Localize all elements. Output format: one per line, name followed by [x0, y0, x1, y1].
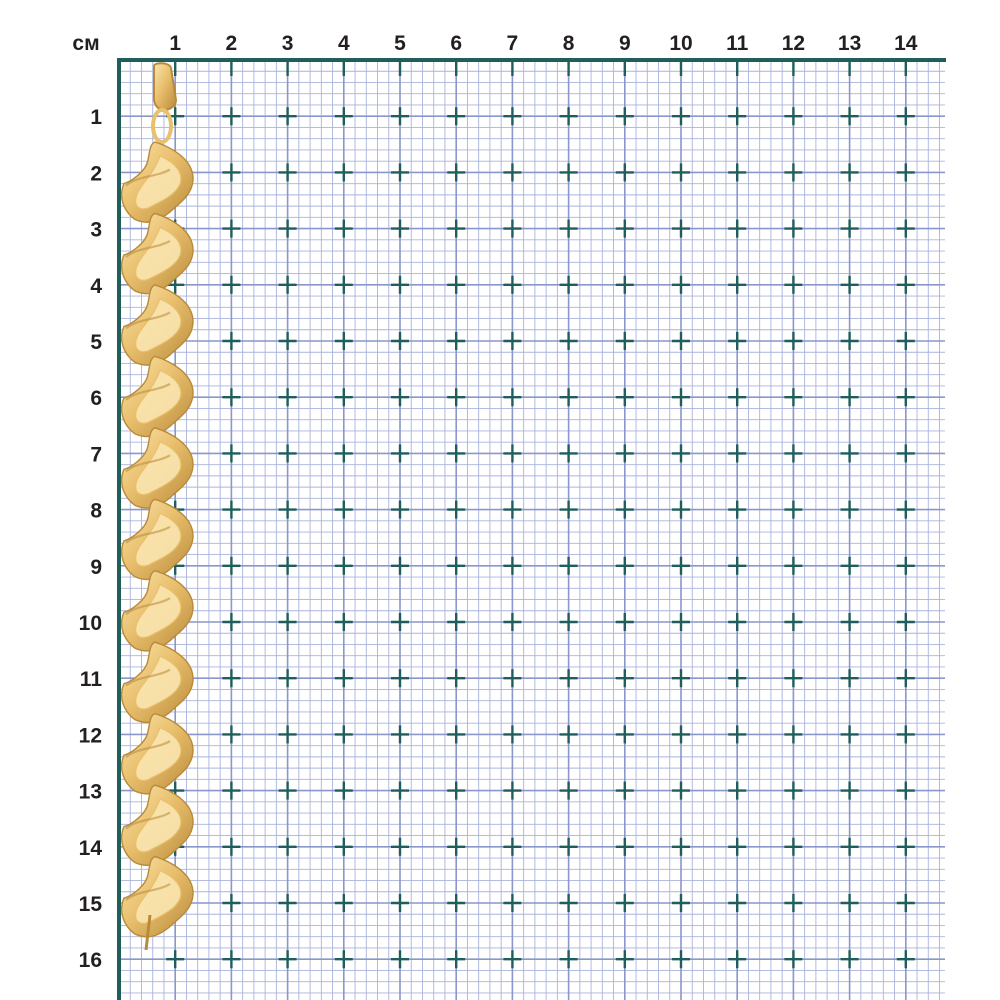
cross-marker	[616, 725, 634, 743]
cross-marker	[391, 388, 409, 406]
cross-marker	[784, 782, 802, 800]
y-axis-labels	[79, 106, 103, 972]
cross-marker	[728, 669, 746, 687]
cross-marker	[447, 669, 465, 687]
cross-marker	[335, 613, 353, 631]
cross-marker	[560, 782, 578, 800]
cross-marker	[503, 501, 521, 519]
cross-marker	[784, 276, 802, 294]
cross-marker	[222, 894, 240, 912]
cross-marker	[616, 107, 634, 125]
cross-marker	[279, 725, 297, 743]
cross-marker	[335, 782, 353, 800]
cross-marker	[897, 613, 915, 631]
cross-marker	[447, 220, 465, 238]
cross-marker	[503, 388, 521, 406]
cross-marker	[222, 725, 240, 743]
cross-marker	[222, 838, 240, 856]
bracelet-link	[122, 285, 193, 365]
cross-marker	[728, 501, 746, 519]
cross-marker	[728, 557, 746, 575]
cross-marker	[784, 725, 802, 743]
y-axis-label: 1	[90, 106, 102, 130]
cross-marker	[279, 557, 297, 575]
unit-label: см	[72, 32, 100, 55]
cross-marker	[616, 388, 634, 406]
cross-marker	[560, 276, 578, 294]
bracelet-link	[122, 571, 193, 651]
cross-marker	[391, 950, 409, 968]
cross-marker	[503, 163, 521, 181]
cross-marker	[391, 894, 409, 912]
cross-marker	[897, 725, 915, 743]
cross-marker	[897, 782, 915, 800]
cross-marker	[447, 444, 465, 462]
cross-marker	[560, 501, 578, 519]
cross-marker	[447, 557, 465, 575]
cross-marker	[279, 613, 297, 631]
cross-marker	[728, 613, 746, 631]
cross-marker	[728, 444, 746, 462]
cross-marker	[222, 107, 240, 125]
cross-marker	[616, 276, 634, 294]
x-axis-label: 8	[562, 32, 575, 55]
cross-marker	[784, 332, 802, 350]
cross-marker	[391, 501, 409, 519]
y-axis-label: 4	[90, 274, 102, 298]
cross-marker	[672, 894, 690, 912]
cross-marker	[447, 163, 465, 181]
cross-marker	[672, 613, 690, 631]
cross-marker	[616, 501, 634, 519]
cross-marker	[560, 613, 578, 631]
cross-marker	[616, 220, 634, 238]
cross-marker	[616, 894, 634, 912]
cross-marker	[503, 220, 521, 238]
cross-marker	[335, 725, 353, 743]
y-axis-label: 3	[90, 218, 102, 242]
cross-marker	[560, 838, 578, 856]
cross-marker	[897, 894, 915, 912]
cross-marker	[447, 276, 465, 294]
cross-marker	[897, 276, 915, 294]
cross-marker	[616, 613, 634, 631]
cross-marker	[728, 950, 746, 968]
cross-marker	[335, 501, 353, 519]
cross-marker	[841, 725, 859, 743]
cross-marker	[560, 669, 578, 687]
cross-marker	[335, 557, 353, 575]
cross-marker	[222, 332, 240, 350]
y-axis-label: 15	[78, 893, 102, 916]
cross-marker	[897, 557, 915, 575]
bracelet-link	[122, 642, 193, 722]
cross-marker	[672, 950, 690, 968]
y-axis-label: 14	[78, 836, 102, 860]
cross-marker	[784, 950, 802, 968]
cross-marker	[222, 613, 240, 631]
cross-marker	[728, 782, 746, 800]
cross-marker	[897, 107, 915, 125]
cross-marker	[672, 838, 690, 856]
cross-marker	[391, 107, 409, 125]
cross-marker	[391, 444, 409, 462]
cross-marker	[784, 107, 802, 125]
x-axis-label: 3	[281, 32, 294, 55]
cross-marker	[841, 557, 859, 575]
y-axis-label: 12	[78, 724, 102, 748]
cross-marker	[391, 163, 409, 181]
cross-marker	[841, 838, 859, 856]
cross-marker	[335, 669, 353, 687]
cross-marker	[279, 501, 297, 519]
cross-marker	[222, 388, 240, 406]
cross-marker	[222, 557, 240, 575]
cross-marker	[503, 444, 521, 462]
x-axis-label: 14	[894, 32, 918, 55]
cross-marker	[841, 107, 859, 125]
cross-marker	[279, 220, 297, 238]
bracelet-clasp	[153, 63, 176, 142]
cross-marker	[335, 220, 353, 238]
gold-link-bracelet-icon	[122, 63, 193, 950]
cross-marker	[841, 220, 859, 238]
cross-marker	[503, 557, 521, 575]
cross-marker	[222, 220, 240, 238]
cross-marker	[841, 388, 859, 406]
bracelet-link	[122, 428, 193, 508]
cross-marker	[784, 444, 802, 462]
cross-marker	[279, 388, 297, 406]
cross-marker	[841, 163, 859, 181]
cross-marker	[616, 163, 634, 181]
y-axis-label: 5	[90, 331, 102, 354]
cross-marker	[672, 782, 690, 800]
cross-marker	[841, 669, 859, 687]
cross-marker	[728, 332, 746, 350]
cross-marker	[279, 782, 297, 800]
cross-marker	[503, 276, 521, 294]
cross-marker	[728, 838, 746, 856]
cross-marker	[897, 332, 915, 350]
cross-marker	[784, 220, 802, 238]
cross-marker	[560, 444, 578, 462]
cross-marker	[279, 669, 297, 687]
cross-marker	[391, 220, 409, 238]
x-axis-label: 7	[506, 32, 519, 55]
bracelet-link	[122, 714, 193, 794]
y-axis-label: 2	[90, 162, 102, 186]
cross-marker	[222, 501, 240, 519]
cross-marker	[279, 894, 297, 912]
cross-marker	[616, 950, 634, 968]
x-axis-label: 5	[394, 32, 406, 55]
cross-marker	[784, 163, 802, 181]
cross-marker	[391, 725, 409, 743]
cross-marker	[503, 332, 521, 350]
cross-marker	[897, 950, 915, 968]
cross-marker	[728, 894, 746, 912]
cross-marker	[841, 782, 859, 800]
x-axis-label: 6	[450, 32, 463, 55]
cross-marker	[560, 388, 578, 406]
x-axis-label: 9	[618, 32, 631, 55]
cross-marker	[503, 838, 521, 856]
cross-marker	[897, 388, 915, 406]
cross-marker	[616, 838, 634, 856]
y-axis-label: 13	[78, 780, 102, 804]
cross-marker	[447, 613, 465, 631]
y-axis-label: 6	[90, 387, 102, 411]
y-axis-label: 11	[79, 668, 102, 692]
cross-marker	[447, 838, 465, 856]
cross-marker	[391, 838, 409, 856]
cross-marker	[841, 501, 859, 519]
cross-marker	[222, 276, 240, 294]
cross-marker	[503, 107, 521, 125]
cross-marker	[897, 838, 915, 856]
x-axis-label: 11	[726, 32, 749, 55]
cross-marker	[784, 557, 802, 575]
cross-marker	[222, 669, 240, 687]
cross-marker	[616, 782, 634, 800]
cross-marker	[672, 107, 690, 125]
cross-marker	[279, 107, 297, 125]
cross-marker	[335, 950, 353, 968]
cross-marker	[616, 669, 634, 687]
cross-marker	[672, 669, 690, 687]
cross-marker	[503, 950, 521, 968]
cross-marker	[616, 444, 634, 462]
cross-marker	[166, 950, 184, 968]
cross-marker	[335, 163, 353, 181]
bracelet-link	[122, 213, 193, 293]
cross-marker	[897, 669, 915, 687]
cross-marker	[335, 276, 353, 294]
cross-marker	[447, 725, 465, 743]
y-axis-label: 9	[90, 555, 102, 579]
y-axis-label: 7	[90, 443, 102, 467]
cross-marker	[784, 894, 802, 912]
cross-marker	[335, 332, 353, 350]
cross-marker	[279, 838, 297, 856]
cm-cross-markers	[166, 60, 915, 968]
cross-marker	[222, 444, 240, 462]
cross-marker	[897, 444, 915, 462]
cross-marker	[222, 163, 240, 181]
cross-marker	[447, 501, 465, 519]
bracelet-link	[122, 857, 193, 937]
cross-marker	[279, 950, 297, 968]
x-axis-label: 10	[669, 32, 693, 55]
cross-marker	[616, 557, 634, 575]
cross-marker	[841, 950, 859, 968]
cross-marker	[841, 332, 859, 350]
cross-marker	[784, 613, 802, 631]
cross-marker	[503, 669, 521, 687]
cross-marker	[222, 950, 240, 968]
cross-marker	[672, 725, 690, 743]
cross-marker	[560, 725, 578, 743]
x-axis-label: 1	[169, 32, 182, 55]
cross-marker	[560, 107, 578, 125]
cross-marker	[560, 163, 578, 181]
cross-marker	[447, 332, 465, 350]
cross-marker	[279, 332, 297, 350]
cross-marker	[503, 725, 521, 743]
cross-marker	[728, 220, 746, 238]
cross-marker	[391, 557, 409, 575]
bracelet-links	[122, 142, 193, 937]
bracelet-link	[122, 499, 193, 579]
cross-marker	[560, 950, 578, 968]
cross-marker	[672, 163, 690, 181]
cross-marker	[784, 388, 802, 406]
cross-marker	[335, 894, 353, 912]
y-axis-label: 8	[90, 499, 102, 523]
x-axis-label: 12	[781, 32, 806, 55]
cross-marker	[335, 107, 353, 125]
cross-marker	[672, 501, 690, 519]
x-axis-label: 13	[837, 32, 862, 55]
cross-marker	[672, 557, 690, 575]
cross-marker	[841, 894, 859, 912]
x-axis-labels	[169, 32, 917, 55]
cross-marker	[503, 894, 521, 912]
cross-marker	[672, 220, 690, 238]
cross-marker	[222, 782, 240, 800]
cross-marker	[728, 163, 746, 181]
bracelet-link	[122, 356, 193, 436]
cross-marker	[897, 163, 915, 181]
cross-marker	[335, 388, 353, 406]
cross-marker	[391, 669, 409, 687]
cross-marker	[728, 276, 746, 294]
cross-marker	[279, 444, 297, 462]
cross-marker	[672, 332, 690, 350]
cross-marker	[897, 220, 915, 238]
cross-marker	[560, 894, 578, 912]
cross-marker	[841, 613, 859, 631]
cross-marker	[447, 107, 465, 125]
bracelet-link	[122, 142, 193, 222]
cross-marker	[897, 501, 915, 519]
cross-marker	[841, 444, 859, 462]
cross-marker	[784, 501, 802, 519]
fine-grid-lines	[119, 60, 946, 1000]
x-axis-label: 4	[337, 32, 350, 55]
cross-marker	[335, 838, 353, 856]
cross-marker	[447, 782, 465, 800]
cross-marker	[279, 276, 297, 294]
cross-marker	[672, 276, 690, 294]
cross-marker	[391, 782, 409, 800]
cross-marker	[616, 332, 634, 350]
cross-marker	[335, 444, 353, 462]
cross-marker	[503, 782, 521, 800]
cross-marker	[672, 388, 690, 406]
x-axis-label: 2	[225, 32, 238, 55]
cross-marker	[560, 220, 578, 238]
cross-marker	[391, 332, 409, 350]
cross-marker	[784, 669, 802, 687]
bracelet-link	[122, 785, 193, 865]
cross-marker	[560, 332, 578, 350]
cross-marker	[447, 388, 465, 406]
ruler-axes	[117, 58, 946, 1000]
y-axis-label: 10	[78, 612, 102, 635]
cross-marker	[503, 613, 521, 631]
grid-paper	[119, 60, 946, 1000]
cross-marker	[728, 388, 746, 406]
cross-marker	[391, 613, 409, 631]
cross-marker	[841, 276, 859, 294]
cross-marker	[447, 894, 465, 912]
cross-marker	[560, 557, 578, 575]
cross-marker	[728, 725, 746, 743]
cross-marker	[728, 107, 746, 125]
cross-marker	[391, 276, 409, 294]
cross-marker	[672, 444, 690, 462]
y-axis-label: 16	[78, 949, 102, 973]
cross-marker	[447, 950, 465, 968]
cross-marker	[784, 838, 802, 856]
cross-marker	[279, 163, 297, 181]
